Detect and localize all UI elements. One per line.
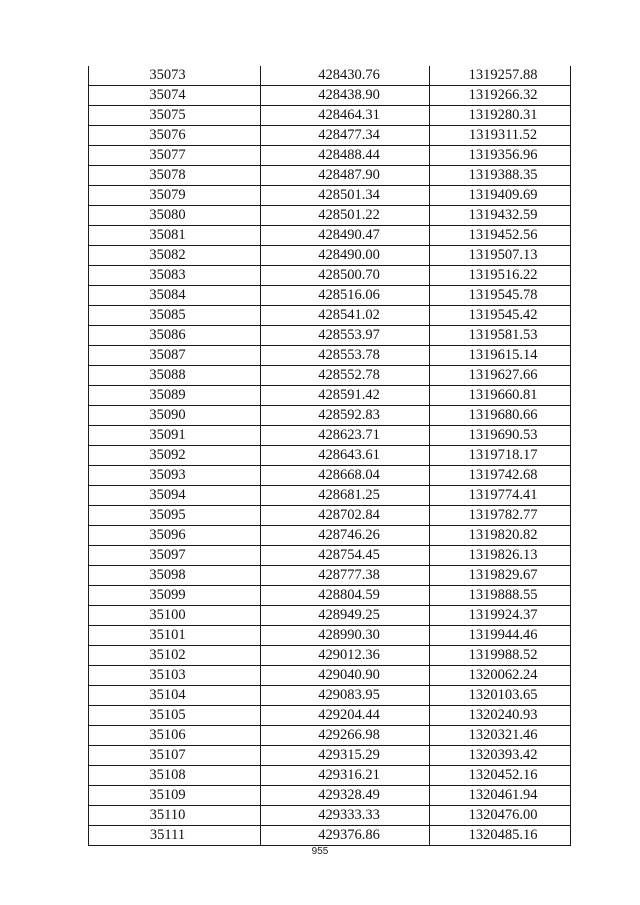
x-coordinate-cell: 428777.38 [261,566,430,586]
point-id-cell: 35095 [89,506,261,526]
table-row [89,366,571,386]
y-coordinate-cell: 1320476.00 [430,806,571,826]
table-row [89,66,571,86]
point-id-cell: 35096 [89,526,261,546]
x-coordinate-cell: 428553.78 [261,346,430,366]
x-coordinate-cell: 428592.83 [261,406,430,426]
y-coordinate-cell: 1319820.82 [430,526,571,546]
table-row [89,106,571,126]
table-row [89,706,571,726]
point-id-cell: 35089 [89,386,261,406]
table-row [89,586,571,606]
coordinates-table [88,66,571,846]
y-coordinate-cell: 1320452.16 [430,766,571,786]
point-id-cell: 35084 [89,286,261,306]
y-coordinate-cell: 1319782.77 [430,506,571,526]
page-number: 955 [311,846,329,857]
y-coordinate-cell: 1319615.14 [430,346,571,366]
x-coordinate-cell: 429204.44 [261,706,430,726]
point-id-cell: 35091 [89,426,261,446]
y-coordinate-cell: 1319944.46 [430,626,571,646]
y-coordinate-cell: 1319388.35 [430,166,571,186]
point-id-cell: 35108 [89,766,261,786]
y-coordinate-cell: 1319266.32 [430,86,571,106]
table-row [89,426,571,446]
y-coordinate-cell: 1319452.56 [430,226,571,246]
y-coordinate-cell: 1319507.13 [430,246,571,266]
x-coordinate-cell: 428552.78 [261,366,430,386]
table-row [89,266,571,286]
x-coordinate-cell: 428501.34 [261,186,430,206]
y-coordinate-cell: 1320393.42 [430,746,571,766]
point-id-cell: 35092 [89,446,261,466]
point-id-cell: 35080 [89,206,261,226]
point-id-cell: 35082 [89,246,261,266]
x-coordinate-cell: 428490.00 [261,246,430,266]
x-coordinate-cell: 428702.84 [261,506,430,526]
table-row [89,166,571,186]
point-id-cell: 35102 [89,646,261,666]
point-id-cell: 35088 [89,366,261,386]
y-coordinate-cell: 1320485.16 [430,826,571,846]
table-row [89,606,571,626]
point-id-cell: 35087 [89,346,261,366]
table-row [89,666,571,686]
x-coordinate-cell: 428516.06 [261,286,430,306]
x-coordinate-cell: 428591.42 [261,386,430,406]
point-id-cell: 35109 [89,786,261,806]
point-id-cell: 35085 [89,306,261,326]
y-coordinate-cell: 1319545.42 [430,306,571,326]
point-id-cell: 35081 [89,226,261,246]
y-coordinate-cell: 1319432.59 [430,206,571,226]
y-coordinate-cell: 1319516.22 [430,266,571,286]
x-coordinate-cell: 428643.61 [261,446,430,466]
x-coordinate-cell: 428668.04 [261,466,430,486]
table-row [89,126,571,146]
x-coordinate-cell: 428804.59 [261,586,430,606]
table-row [89,806,571,826]
table-row [89,626,571,646]
point-id-cell: 35094 [89,486,261,506]
point-id-cell: 35098 [89,566,261,586]
point-id-cell: 35073 [89,66,261,86]
y-coordinate-cell: 1320461.94 [430,786,571,806]
y-coordinate-cell: 1319924.37 [430,606,571,626]
x-coordinate-cell: 428553.97 [261,326,430,346]
x-coordinate-cell: 429266.98 [261,726,430,746]
table-row [89,746,571,766]
x-coordinate-cell: 429315.29 [261,746,430,766]
table-row [89,146,571,166]
point-id-cell: 35078 [89,166,261,186]
table-row [89,226,571,246]
table-row [89,306,571,326]
table-row [89,726,571,746]
y-coordinate-cell: 1319627.66 [430,366,571,386]
table-row [89,546,571,566]
point-id-cell: 35097 [89,546,261,566]
y-coordinate-cell: 1319280.31 [430,106,571,126]
x-coordinate-cell: 429083.95 [261,686,430,706]
point-id-cell: 35093 [89,466,261,486]
point-id-cell: 35100 [89,606,261,626]
x-coordinate-cell: 428464.31 [261,106,430,126]
point-id-cell: 35111 [89,826,261,846]
y-coordinate-cell: 1319774.41 [430,486,571,506]
point-id-cell: 35074 [89,86,261,106]
table-row [89,566,571,586]
point-id-cell: 35106 [89,726,261,746]
y-coordinate-cell: 1319690.53 [430,426,571,446]
point-id-cell: 35103 [89,666,261,686]
table-row [89,786,571,806]
x-coordinate-cell: 428487.90 [261,166,430,186]
coordinates-table-body [89,66,571,846]
point-id-cell: 35110 [89,806,261,826]
table-row [89,346,571,366]
y-coordinate-cell: 1319826.13 [430,546,571,566]
table-row [89,466,571,486]
point-id-cell: 35104 [89,686,261,706]
y-coordinate-cell: 1320062.24 [430,666,571,686]
point-id-cell: 35090 [89,406,261,426]
point-id-cell: 35083 [89,266,261,286]
x-coordinate-cell: 428681.25 [261,486,430,506]
x-coordinate-cell: 428990.30 [261,626,430,646]
table-row [89,406,571,426]
point-id-cell: 35101 [89,626,261,646]
x-coordinate-cell: 429376.86 [261,826,430,846]
x-coordinate-cell: 428501.22 [261,206,430,226]
y-coordinate-cell: 1319545.78 [430,286,571,306]
y-coordinate-cell: 1319409.69 [430,186,571,206]
table-row [89,506,571,526]
table-row [89,646,571,666]
x-coordinate-cell: 429316.21 [261,766,430,786]
point-id-cell: 35105 [89,706,261,726]
y-coordinate-cell: 1319988.52 [430,646,571,666]
point-id-cell: 35107 [89,746,261,766]
x-coordinate-cell: 428949.25 [261,606,430,626]
table-row [89,826,571,846]
table-row [89,526,571,546]
x-coordinate-cell: 428746.26 [261,526,430,546]
y-coordinate-cell: 1320103.65 [430,686,571,706]
table-row [89,326,571,346]
table-row [89,486,571,506]
point-id-cell: 35099 [89,586,261,606]
y-coordinate-cell: 1319311.52 [430,126,571,146]
y-coordinate-cell: 1319888.55 [430,586,571,606]
table-row [89,686,571,706]
table-row [89,246,571,266]
table-row [89,86,571,106]
y-coordinate-cell: 1319718.17 [430,446,571,466]
table-row [89,446,571,466]
point-id-cell: 35077 [89,146,261,166]
x-coordinate-cell: 428430.76 [261,66,430,86]
x-coordinate-cell: 428500.70 [261,266,430,286]
x-coordinate-cell: 428477.34 [261,126,430,146]
x-coordinate-cell: 429333.33 [261,806,430,826]
x-coordinate-cell: 428488.44 [261,146,430,166]
table-row [89,286,571,306]
table-row [89,206,571,226]
table-row [89,186,571,206]
x-coordinate-cell: 428623.71 [261,426,430,446]
x-coordinate-cell: 428438.90 [261,86,430,106]
point-id-cell: 35075 [89,106,261,126]
y-coordinate-cell: 1320240.93 [430,706,571,726]
y-coordinate-cell: 1319742.68 [430,466,571,486]
y-coordinate-cell: 1319356.96 [430,146,571,166]
x-coordinate-cell: 429012.36 [261,646,430,666]
y-coordinate-cell: 1320321.46 [430,726,571,746]
x-coordinate-cell: 429328.49 [261,786,430,806]
x-coordinate-cell: 428754.45 [261,546,430,566]
point-id-cell: 35086 [89,326,261,346]
table-row [89,386,571,406]
y-coordinate-cell: 1319660.81 [430,386,571,406]
y-coordinate-cell: 1319581.53 [430,326,571,346]
y-coordinate-cell: 1319829.67 [430,566,571,586]
x-coordinate-cell: 428541.02 [261,306,430,326]
y-coordinate-cell: 1319257.88 [430,66,571,86]
table-row [89,766,571,786]
x-coordinate-cell: 428490.47 [261,226,430,246]
point-id-cell: 35079 [89,186,261,206]
y-coordinate-cell: 1319680.66 [430,406,571,426]
x-coordinate-cell: 429040.90 [261,666,430,686]
point-id-cell: 35076 [89,126,261,146]
